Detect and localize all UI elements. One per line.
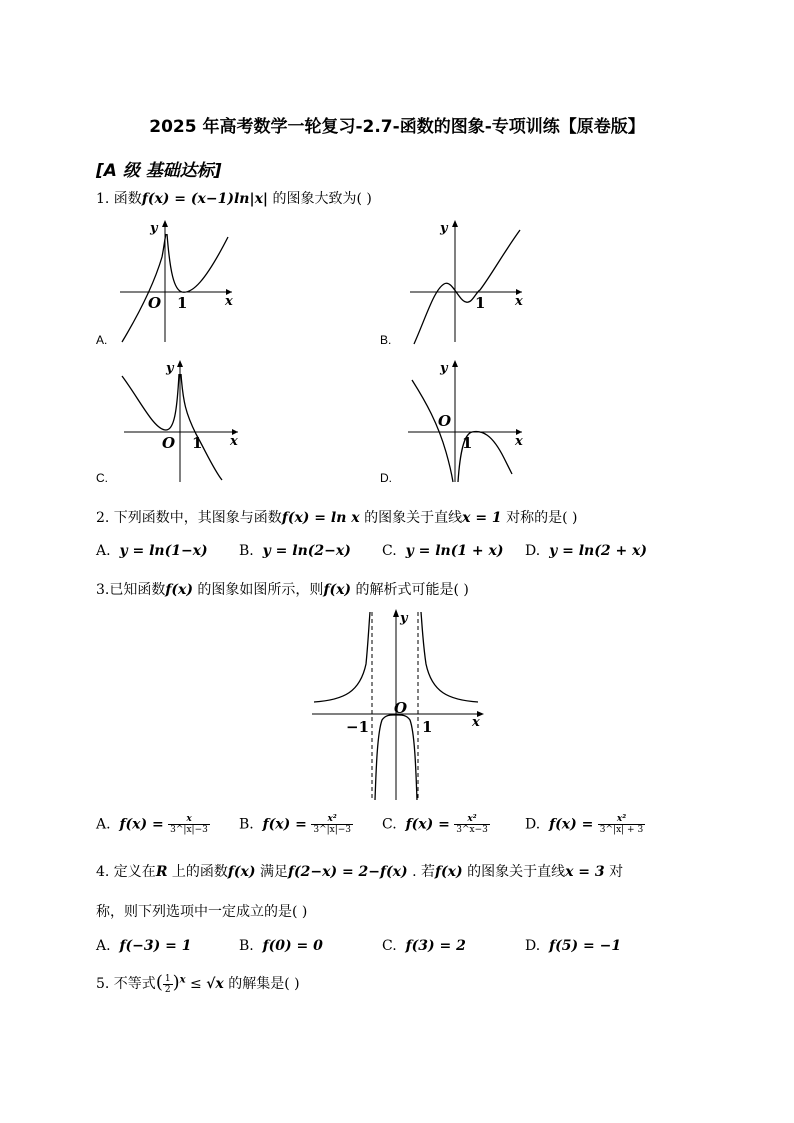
q3-option-d-fraction: [598, 814, 645, 835]
q3-option-b-lhs: f(x) =: [262, 816, 307, 833]
q3-graph-one-label: 1: [422, 718, 433, 736]
q3-graph-y-label: y: [400, 611, 408, 626]
q4-option-c-expr: f(3) = 2: [405, 938, 466, 954]
q3-graph-origin-label: O: [394, 699, 408, 717]
graph-b-y-label: y: [440, 221, 448, 236]
question-3: [96, 579, 469, 599]
q2-func: f(x) = ln x: [281, 510, 360, 526]
q2-option-a[interactable]: [96, 543, 239, 559]
q3-option-b-num: x²: [311, 814, 353, 825]
q2-suffix: 对称的是( ): [501, 510, 578, 526]
q5-base-num: 1: [164, 973, 171, 984]
graph-a-x-label: x: [225, 294, 233, 309]
q4-text-e: 的图象关于直线: [462, 864, 566, 880]
q5-prefix: 5. 不等式: [96, 976, 156, 992]
q2-options: [96, 543, 647, 559]
q2-line: x = 1: [462, 510, 502, 526]
q4-option-d-expr: f(5) = −1: [549, 938, 622, 954]
q3-func: f(x): [165, 582, 193, 598]
question-2: [96, 507, 578, 527]
q3-option-c-den: 3^x−3: [456, 825, 488, 835]
q4-func: f(x): [227, 864, 256, 880]
q3-option-d-den: 3^|x| + 3: [599, 825, 644, 835]
q2-option-c-label: C.: [382, 543, 397, 559]
q3-option-c-num: x²: [454, 814, 490, 825]
q4-func2: f(x): [435, 864, 463, 880]
question-4-line-2: 称，则下列选项中一定成立的是( ): [96, 904, 308, 920]
q4-option-a-label: A.: [96, 938, 111, 954]
q3-option-b-den: 3^|x|−3: [313, 825, 352, 835]
q2-option-a-label: A.: [96, 543, 111, 559]
graph-b-one-label: 1: [475, 294, 486, 312]
q2-option-c[interactable]: [382, 543, 525, 559]
q4-option-d[interactable]: [525, 938, 621, 954]
q3-option-d-num: x²: [598, 814, 645, 825]
graph-d-one-label: 1: [462, 434, 473, 452]
graph-d-x-label: x: [515, 434, 523, 449]
q4-text-b: 上的函数: [167, 864, 228, 880]
q5-base-fraction: [163, 974, 173, 995]
q5-sqrt: √x: [206, 976, 224, 992]
graph-b-x-label: x: [515, 294, 523, 309]
q1-option-a-label[interactable]: A.: [96, 333, 108, 347]
q1-func: f(x) = (x−1)ln|x|: [141, 191, 269, 207]
q4-option-a-expr: f(−3) = 1: [119, 938, 192, 954]
q4-text-c: 满足: [255, 864, 288, 880]
q3-option-b-label: B.: [239, 816, 254, 833]
q4-option-b-expr: f(0) = 0: [262, 938, 323, 954]
q3-graph: [308, 604, 488, 804]
q3-option-b-fraction: [311, 814, 353, 835]
q4-set-r: R: [155, 864, 168, 880]
q4-options: [96, 938, 621, 954]
q4-option-c-label: C.: [382, 938, 397, 954]
q3-option-d[interactable]: [525, 814, 645, 835]
q3-option-c-lhs: f(x) =: [405, 816, 450, 833]
graph-c-one-label: 1: [192, 434, 203, 452]
q2-option-b[interactable]: [239, 543, 382, 559]
q1-option-c-label[interactable]: C.: [96, 471, 108, 485]
question-5: [96, 972, 300, 995]
q3-option-d-lhs: f(x) =: [549, 816, 594, 833]
question-1: [96, 188, 372, 208]
q4-option-c[interactable]: [382, 938, 525, 954]
q3-option-a[interactable]: [96, 814, 239, 835]
q3-option-a-num: x: [168, 814, 210, 825]
q4-text-f: 对: [604, 864, 624, 880]
q2-option-c-expr: y = ln(1 + x): [405, 543, 504, 559]
q3-option-a-fraction: [168, 814, 210, 835]
q3-mid: 的图象如图所示，则: [192, 582, 324, 598]
q1-prefix: 1. 函数: [96, 191, 142, 207]
q5-paren-open: (: [155, 972, 163, 993]
q4-text-a: 4. 定义在: [96, 864, 156, 880]
q2-option-a-expr: y = ln(1−x): [119, 543, 208, 559]
q3-option-c[interactable]: [382, 814, 525, 835]
q1-graph-d: [400, 352, 530, 487]
q3-func2: f(x): [323, 582, 352, 598]
q5-paren-close: ): [172, 972, 180, 993]
q2-prefix: 2. 下列函数中，其图象与函数: [96, 510, 282, 526]
q3-option-a-label: A.: [96, 816, 111, 833]
q1-graph-b: [400, 212, 530, 347]
q4-line: x = 3: [565, 864, 605, 880]
q2-option-d-expr: y = ln(2 + x): [549, 543, 648, 559]
q3-option-a-lhs: f(x) =: [119, 816, 164, 833]
q4-condition: f(2−x) = 2−f(x): [287, 864, 408, 880]
q1-graph-c: [110, 352, 245, 487]
q4-option-d-label: D.: [525, 938, 541, 954]
graph-a-y-label: y: [150, 221, 158, 236]
q4-option-b[interactable]: [239, 938, 382, 954]
graph-a-origin-label: O: [148, 294, 162, 312]
document-title: 2025 年高考数学一轮复习-2.7-函数的图象-专项训练【原卷版】: [149, 117, 645, 137]
q4-text-d: . 若: [407, 864, 435, 880]
q5-suffix: 的解集是( ): [223, 976, 300, 992]
q3-options: [96, 814, 645, 835]
q5-relation: ≤: [185, 976, 207, 992]
q1-option-d-label[interactable]: D.: [380, 471, 392, 485]
q3-option-b[interactable]: [239, 814, 382, 835]
graph-c-x-label: x: [230, 434, 238, 449]
q3-prefix: 3.已知函数: [96, 582, 166, 598]
q2-option-b-expr: y = ln(2−x): [262, 543, 351, 559]
section-heading: [A 级 基础达标]: [96, 161, 222, 181]
q5-exponent: x: [179, 974, 186, 986]
graph-c-origin-label: O: [162, 434, 176, 452]
q2-option-d[interactable]: [525, 543, 647, 559]
q1-option-b-label[interactable]: B.: [380, 333, 392, 347]
q1-graph-a: [110, 212, 240, 347]
question-4-line-1: [96, 861, 623, 881]
q4-option-a[interactable]: [96, 938, 239, 954]
graph-c-y-label: y: [166, 361, 174, 376]
q2-mid: 的图象关于直线: [359, 510, 463, 526]
q3-option-c-fraction: [454, 814, 490, 835]
q2-option-d-label: D.: [525, 543, 541, 559]
q3-option-a-den: 3^|x|−3: [170, 825, 208, 835]
graph-d-y-label: y: [440, 361, 448, 376]
q3-option-c-label: C.: [382, 816, 397, 833]
q4-option-b-label: B.: [239, 938, 254, 954]
q3-graph-x-label: x: [472, 715, 480, 730]
graph-a-one-label: 1: [177, 294, 188, 312]
q5-base-den: 2: [164, 984, 171, 995]
q1-suffix: 的图象大致为( ): [268, 191, 372, 207]
q3-option-d-label: D.: [525, 816, 541, 833]
q3-suffix: 的解析式可能是( ): [351, 582, 469, 598]
q3-graph-neg-one-label: −1: [346, 718, 370, 736]
q2-option-b-label: B.: [239, 543, 254, 559]
graph-d-origin-label: O: [438, 412, 452, 430]
